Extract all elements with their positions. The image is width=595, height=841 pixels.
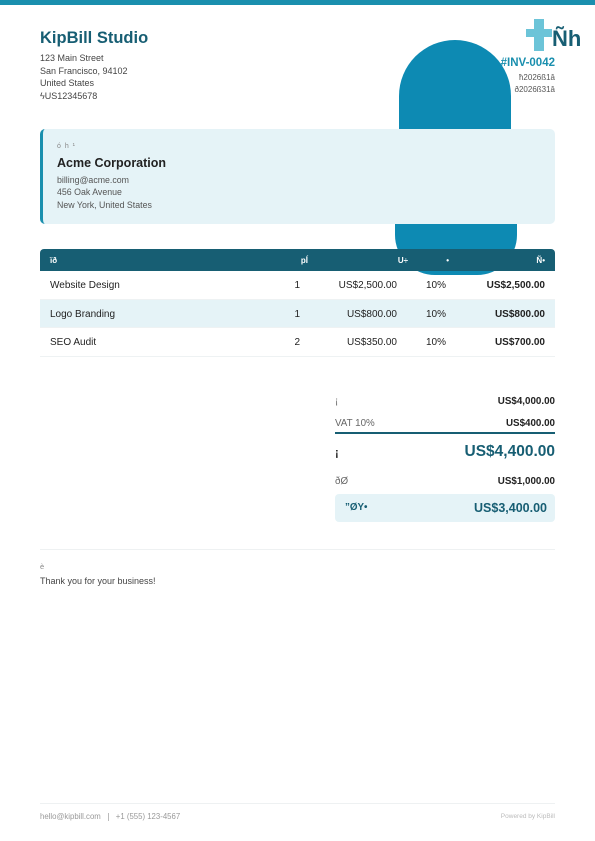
sender-address-line: San Francisco, 94102 [40,65,128,76]
balance-due-label: ”ØY• [345,502,368,513]
total-value: US$4,400.00 [464,443,555,460]
item-description: Logo Branding [50,308,116,320]
item-amount: US$800.00 [494,308,545,320]
item-tax: 10% [425,280,446,291]
vat-row [335,412,555,434]
notes-label: è [40,562,45,571]
footer-contact [40,812,180,821]
invoice-meta [501,57,555,96]
item-description: SEO Audit [50,337,97,348]
item-unit-price: US$800.00 [346,308,397,320]
item-quantity: 1 [294,280,300,291]
header-tax: • [446,256,449,265]
bill-to-box [40,129,555,224]
plus-icon [526,19,552,51]
total-label: ¡ [335,447,339,459]
top-accent-bar [0,0,595,5]
issue-date: ħ2026ß1â [518,73,555,82]
vat-value: US$400.00 [505,418,555,429]
footer-separator [108,813,109,821]
item-quantity: 1 [294,308,300,320]
totals-block [335,390,555,522]
sender-address-line: United States [40,78,95,89]
sender-name: KipBill Studio [40,29,149,47]
notes-text: Thank you for your business! [40,576,156,586]
table-row [40,271,555,300]
sender-address-line: 123 Main Street [40,53,104,63]
balance-due-value: US$3,400.00 [474,501,547,515]
item-amount: US$700.00 [494,337,545,348]
table-row [40,328,555,357]
client-address-line: New York, United States [57,199,152,210]
table-header [40,249,555,271]
item-tax: 10% [425,308,446,320]
client-address-line: 456 Oak Avenue [57,187,122,198]
footer-phone: +1 (555) 123-4567 [115,812,181,821]
invoice-number: #INV-0042 [500,57,555,69]
header-amount: Ñ• [536,256,545,265]
notes-divider [40,549,555,550]
paid-label: ðØ [335,476,349,487]
brand-mark: Ñh [552,26,582,51]
client-email: billing@acme.com [57,175,129,185]
item-description: Website Design [50,280,120,291]
footer-divider [40,803,555,804]
sender-tax-id: ϟUS12345678 [40,90,98,101]
header-quantity: pÍ [300,256,308,265]
paid-row [335,470,555,492]
header-description: ïð [50,256,58,265]
vat-label: VAT 10% [335,418,375,429]
powered-by: Powered by KipBill [500,813,555,820]
item-unit-price: US$2,500.00 [338,280,397,291]
table-row [40,300,555,329]
balance-due-row [335,494,555,522]
total-row [335,434,555,470]
item-tax: 10% [425,337,446,348]
line-items-table [40,249,555,357]
bill-to-label: ó h ¹ [57,143,77,150]
subtotal-value: US$4,000.00 [497,396,555,407]
client-name: Acme Corporation [57,156,167,170]
sender-block [40,29,148,102]
subtotal-label: ¡ [335,396,339,407]
footer-email[interactable]: hello@kipbill.com [40,812,101,821]
item-unit-price: US$350.00 [346,337,397,348]
subtotal-row [335,390,555,412]
due-date: ð2026ß31â [514,85,555,94]
item-quantity: 2 [294,337,300,348]
item-amount: US$2,500.00 [486,280,545,291]
paid-value: US$1,000.00 [497,476,555,487]
header-unit-price: U÷ [397,256,408,265]
notes-block [40,562,156,586]
